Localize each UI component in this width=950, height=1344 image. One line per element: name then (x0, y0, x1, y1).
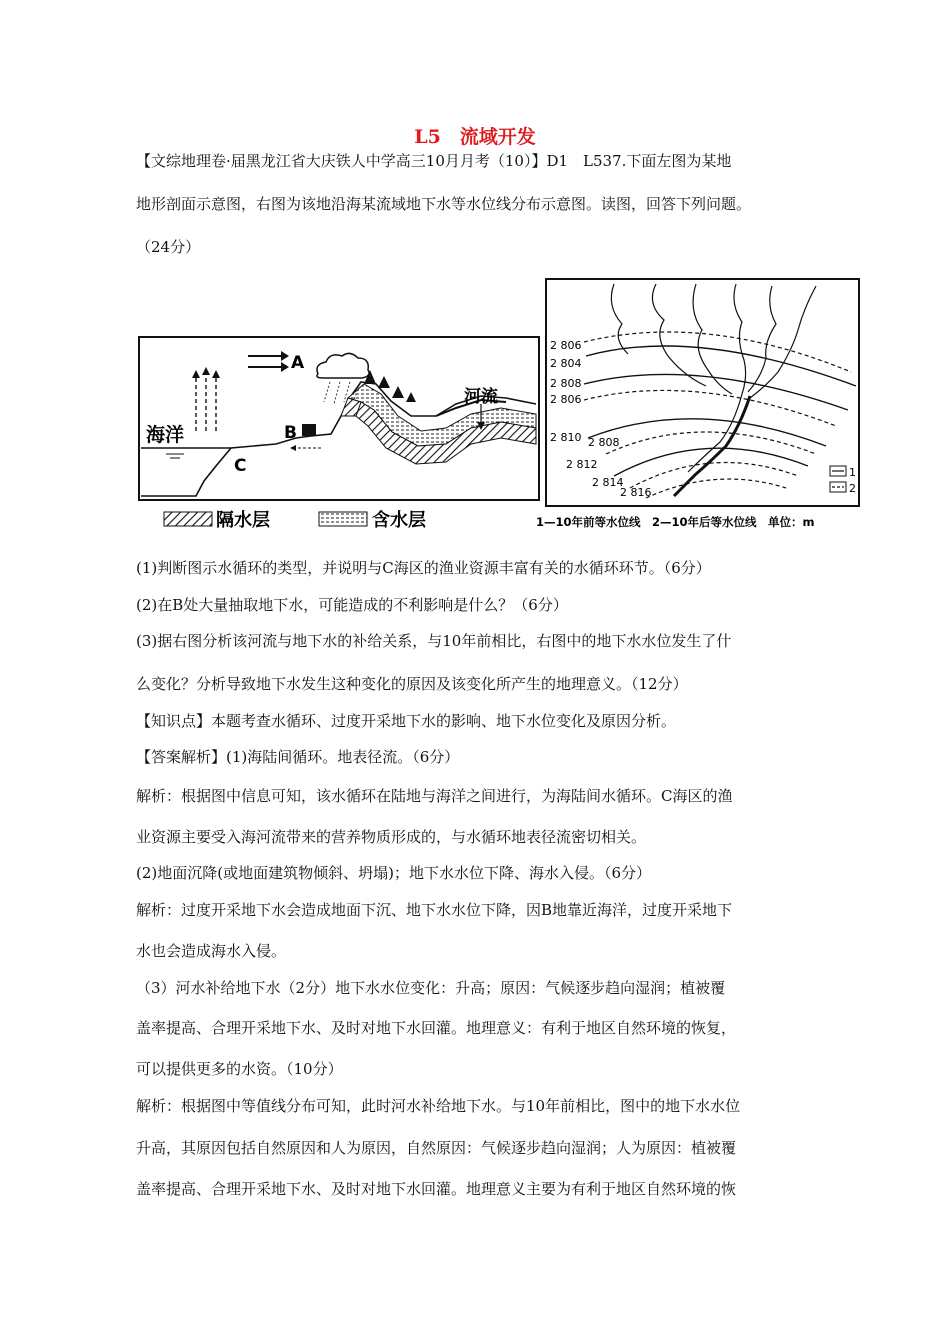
contour-label: 2 808 (588, 436, 620, 449)
contour-label: 2 808 (550, 377, 582, 390)
body-line: 解析：根据图中等值线分布可知，此时河水补给地下水。与10年前相比，图中的地下水水位 (136, 1097, 741, 1115)
body-line: 盖率提高、合理开采地下水、及时对地下水回灌。地理意义主要为有利于地区自然环境的恢 (136, 1180, 737, 1198)
contour-label: 2 806 (550, 393, 582, 406)
contour-label: 2 810 (550, 431, 582, 444)
body-line: 盖率提高、合理开采地下水、及时对地下水回灌。地理意义：有利于地区自然环境的恢复， (136, 1019, 737, 1037)
body-line: (1)判断图示水循环的类型，并说明与C海区的渔业资源丰富有关的水循环环节。（6分） (136, 559, 711, 577)
contour-label: 2 806 (550, 339, 582, 352)
contour-label: 2 816 (620, 486, 652, 499)
label-river: 河流 (464, 387, 498, 407)
body-line: (3)据右图分析该河流与地下水的补给关系，与10年前相比，右图中的地下水水位发生了什 (136, 632, 732, 650)
label-sea: 海洋 (146, 424, 185, 446)
legend-aquiclude: 隔水层 (216, 510, 270, 531)
figure (136, 276, 866, 538)
body-line: (2)地面沉降(或地面建筑物倾斜、坍塌)；地下水水位下降、海水入侵。（6分） (136, 864, 651, 882)
body-line: 业资源主要受入海河流带来的营养物质形成的，与水循环地表径流密切相关。 (136, 828, 647, 846)
contour-caption: 1—10年前等水位线 2—10年后等水位线 单位：m (536, 515, 815, 529)
contour-label: 2 812 (566, 458, 598, 471)
profile-diagram (139, 337, 539, 500)
page-title: L5 流域开发 (414, 126, 536, 148)
body-line: 【答案解析】(1)海陆间循环。地表径流。（6分） (136, 748, 460, 766)
label-c: C (234, 456, 247, 476)
contour-map (546, 279, 859, 506)
body-line: 解析：过度开采地下水会造成地面下沉、地下水水位下降，因B地靠近海洋，过度开采地下 (136, 901, 733, 919)
label-a: A (291, 353, 305, 373)
contour-label: 2 804 (550, 357, 582, 370)
legend-2: 2 (849, 482, 856, 495)
body-line: 水也会造成海水入侵。 (136, 942, 287, 960)
body-line: 可以提供更多的水资。（10分） (136, 1060, 343, 1078)
intro-line-2: 地形剖面示意图，右图为该地沿海某流域地下水等水位线分布示意图。读图，回答下列问题。 (136, 195, 752, 213)
intro-line-1: 【文综地理卷·届黑龙江省大庆铁人中学高三10月月考（10）】D1 L537.下面左图为某地 (136, 152, 732, 170)
body-line: 【知识点】本题考查水循环、过度开采地下水的影响、地下水位变化及原因分析。 (136, 712, 677, 730)
label-b: B (284, 423, 297, 443)
body-line: （3）河水补给地下水（2分）地下水水位变化：升高；原因：气候逐步趋向湿润；植被覆 (136, 979, 726, 997)
profile-legend (164, 509, 426, 531)
body-line: 么变化？分析导致地下水发生这种变化的原因及该变化所产生的地理意义。（12分） (136, 675, 688, 693)
legend-aquifer: 含水层 (372, 510, 426, 531)
contour-label: 2 814 (592, 476, 624, 489)
body-line: 升高，其原因包括自然原因和人为原因，自然原因：气候逐步趋向湿润；人为原因：植被覆 (136, 1139, 737, 1157)
body-line: (2)在B处大量抽取地下水，可能造成的不利影响是什么？（6分） (136, 596, 568, 614)
legend-1: 1 (849, 466, 856, 479)
body-line: 解析：根据图中信息可知，该水循环在陆地与海洋之间进行，为海陆间水循环。C海区的渔 (136, 787, 733, 805)
intro-line-3: （24分） (136, 238, 201, 256)
